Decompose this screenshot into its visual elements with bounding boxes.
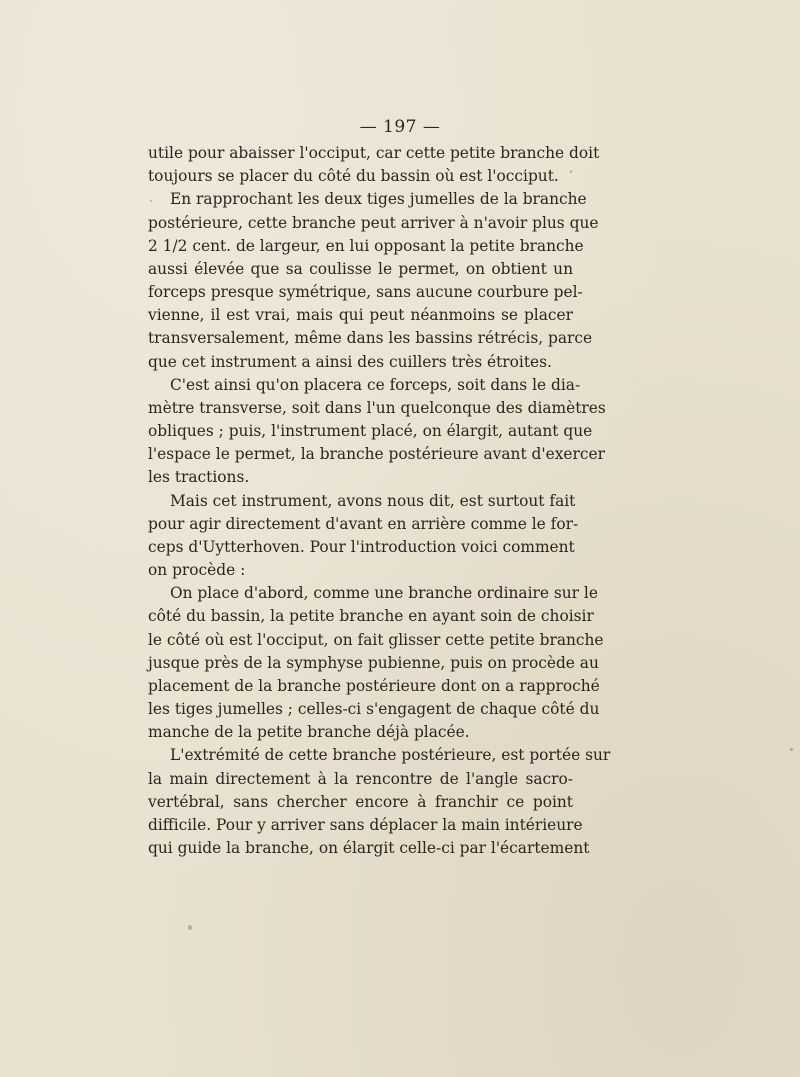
- text-line: L'extrémité de cette branche postérieure, est portée sur: [170, 746, 611, 765]
- text-line: On place d'abord, comme une branche ordinaire sur le: [170, 584, 598, 603]
- page-number: — 197 —: [359, 117, 441, 137]
- text-line: on procède :: [148, 561, 246, 580]
- text-line: aussi élevée que sa coulisse le permet, on obtient un: [148, 259, 573, 278]
- text-line: ceps d'Uytterhoven. Pour l'introduction voici comment: [148, 537, 575, 556]
- text-line: le côté où est l'occiput, on fait glisser cette petite branche: [148, 630, 604, 649]
- paper-speck: [790, 748, 793, 751]
- text-line: côté du bassin, la petite branche en ayant soin de choisir: [148, 607, 594, 626]
- text-line: postérieure, cette branche peut arriver à n'avoir plus que: [148, 213, 599, 232]
- paper-speck: [150, 200, 152, 202]
- text-line: mètre transverse, soit dans l'un quelconque des diamètres: [148, 398, 606, 417]
- text-line: la main directement à la rencontre de l'angle sacro-: [148, 769, 573, 788]
- text-line: les tractions.: [148, 468, 250, 487]
- text-line: toujours se placer du côté du bassin où est l'occiput.: [148, 167, 559, 186]
- text-line: pour agir directement d'avant en arrière comme le for-: [148, 514, 579, 533]
- text-line: C'est ainsi qu'on placera ce forceps, soit dans le dia-: [170, 375, 581, 394]
- paper-speck: [188, 925, 192, 930]
- text-line: difficile. Pour y arriver sans déplacer la main intérieure: [148, 815, 583, 834]
- text-line: obliques ; puis, l'instrument placé, on élargit, autant que: [148, 422, 593, 441]
- text-line: forceps presque symétrique, sans aucune courbure pel-: [148, 283, 583, 302]
- text-line: que cet instrument a ainsi des cuillers très étroites.: [148, 352, 552, 371]
- text-line: manche de la petite branche déjà placée.: [148, 723, 470, 742]
- text-line: transversalement, même dans les bassins rétrécis, parce: [148, 329, 593, 348]
- text-line: utile pour abaisser l'occiput, car cette petite branche doit: [148, 144, 600, 162]
- text-line: vienne, il est vrai, mais qui peut néanmoins se placer: [148, 306, 573, 325]
- text-line: 2 1/2 cent. de largeur, en lui opposant la petite branche: [148, 236, 584, 255]
- text-line: les tiges jumelles ; celles-ci s'engagent de chaque côté du: [148, 700, 600, 719]
- text-line: placement de la branche postérieure dont on a rapproché: [148, 676, 600, 695]
- text-line: Mais cet instrument, avons nous dit, est surtout fait: [170, 491, 576, 510]
- text-line: jusque près de la symphyse pubienne, puis on procède au: [148, 653, 599, 672]
- paper-speck: [570, 170, 572, 173]
- text-line: En rapprochant les deux tiges jumelles de la branche: [170, 190, 587, 209]
- text-line: vertébral, sans chercher encore à franchir ce point: [148, 792, 573, 811]
- body-text: [148, 142, 611, 860]
- text-line: l'espace le permet, la branche postérieure avant d'exercer: [148, 445, 605, 464]
- text-line: qui guide la branche, on élargit celle-ci par l'écartement: [148, 839, 590, 858]
